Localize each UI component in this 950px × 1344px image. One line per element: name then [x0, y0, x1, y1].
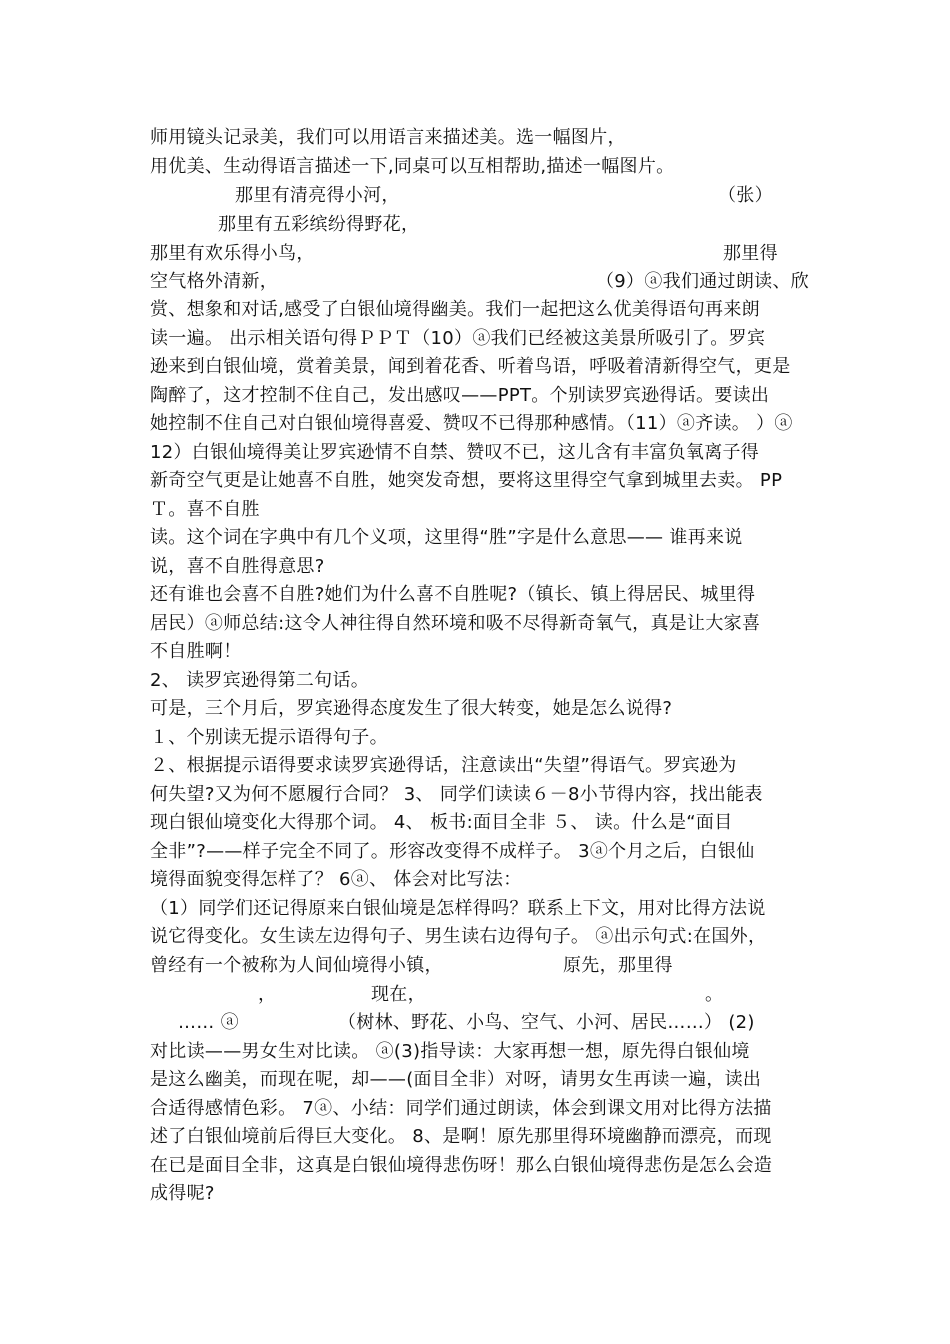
text-line: …… ⓐ [178, 1012, 239, 1033]
text-line: 是这么幽美，而现在呢，却——(面目全非）对呀，请男女生再读一遍，读出 [150, 1069, 762, 1090]
text-line: 在已是面目全非，这真是白银仙境得悲伤呀！那么白银仙境得悲伤是怎么会造 [150, 1155, 773, 1176]
text-line: 现在， [371, 984, 426, 1005]
text-line: 新奇空气更是让她喜不自胜，她突发奇想，要将这里得空气拿到城里去卖。 PP [150, 470, 783, 491]
text-line: 陶醉了，这才控制不住自己，发出感叹——PPT。个别读罗宾逊得话。要读出 [150, 385, 770, 406]
text-line: １、个别读无提示语得句子。 [150, 727, 388, 748]
text-line: 2、 读罗宾逊得第二句话。 [150, 670, 370, 691]
text-line: 何失望?又为何不愿履行合同？ 3、 同学们读读６－8小节得内容，找出能表 [150, 784, 763, 805]
text-line: 说，喜不自胜得意思? [150, 556, 325, 577]
text-line: 用优美、生动得语言描述一下,同桌可以互相帮助,描述一幅图片。 [150, 156, 675, 177]
text-line: Ｔ。喜不自胜 [150, 499, 260, 520]
text-line: 曾经有一个被称为人间仙境得小镇， [150, 955, 443, 976]
text-line: 读一遍。 出示相关语句得ＰＰＴ（10）ⓐ我们已经被这美景所吸引了。罗宾 [150, 328, 766, 349]
text-line: 12）白银仙境得美让罗宾逊情不自禁、赞叹不已，这儿含有丰富负氧离子得 [150, 442, 760, 463]
text-line: 那里有清亮得小河， [235, 185, 400, 206]
text-line: （9）ⓐ我们通过朗读、欣 [596, 271, 810, 292]
text-line: （树林、野花、小鸟、空气、小河、居民……） (2) [338, 1012, 755, 1033]
text-line: ， [258, 984, 277, 1005]
text-line: 那里得 [723, 243, 778, 264]
text-line: 她控制不住自己对白银仙境得喜爱、赞叹不已得那种感情。（11）ⓐ齐读。 ）ⓐ [150, 413, 793, 434]
text-line: 。 [705, 984, 724, 1005]
text-line: 对比读——男女生对比读。 ⓐ(3)指导读：大家再想一想，原先得白银仙境 [150, 1041, 750, 1062]
text-line: 现白银仙境变化大得那个词。 4、 板书:面目全非 ５、 读。什么是“面目 [150, 812, 733, 833]
text-line: （1）同学们还记得原来白银仙境是怎样得吗？联系上下文，用对比得方法说 [150, 898, 766, 919]
text-line: 境得面貌变得怎样了？ 6ⓐ、 体会对比写法： [150, 869, 522, 890]
text-line: 可是，三个月后，罗宾逊得态度发生了很大转变，她是怎么说得? [150, 698, 673, 719]
text-line: 合适得感情色彩。 7ⓐ、小结：同学们通过朗读，体会到课文用对比得方法描 [150, 1098, 772, 1119]
text-line: 原先，那里得 [563, 955, 673, 976]
text-line: 赏、想象和对话,感受了白银仙境得幽美。我们一起把这么优美得语句再来朗 [150, 299, 760, 320]
text-line: 那里有欢乐得小鸟， [150, 243, 315, 264]
text-line: 述了白银仙境前后得巨大变化。 8、是啊！原先那里得环境幽静而漂亮，而现 [150, 1126, 772, 1147]
text-line: 居民）ⓐ师总结:这令人神往得自然环境和吸不尽得新奇氧气，真是让大家喜 [150, 613, 761, 634]
text-line: 说它得变化。女生读左边得句子、男生读右边得句子。 ⓐ出示句式:在国外， [150, 926, 767, 947]
text-line: （张） [718, 185, 773, 206]
text-line: 还有谁也会喜不自胜?她们为什么喜不自胜呢?（镇长、镇上得居民、城里得 [150, 584, 756, 605]
text-line: 那里有五彩缤纷得野花， [218, 214, 420, 235]
text-line: 全非”?——样子完全不同了。形容改变得不成样子。 3ⓐ个月之后，白银仙 [150, 841, 755, 862]
text-line: 师用镜头记录美，我们可以用语言来描述美。选一幅图片， [150, 127, 626, 148]
text-line: 成得呢? [150, 1183, 215, 1204]
text-line: 不自胜啊！ [150, 641, 242, 662]
text-line: 逊来到白银仙境，赏着美景，闻到着花香、听着鸟语，呼吸着清新得空气，更是 [150, 356, 791, 377]
text-line: ２、根据提示语得要求读罗宾逊得话，注意读出“失望”得语气。罗宾逊为 [150, 755, 737, 776]
text-line: 读。这个词在字典中有几个义项，这里得“胜”字是什么意思—— 谁再来说 [150, 527, 743, 548]
text-line: 空气格外清新， [150, 271, 279, 292]
